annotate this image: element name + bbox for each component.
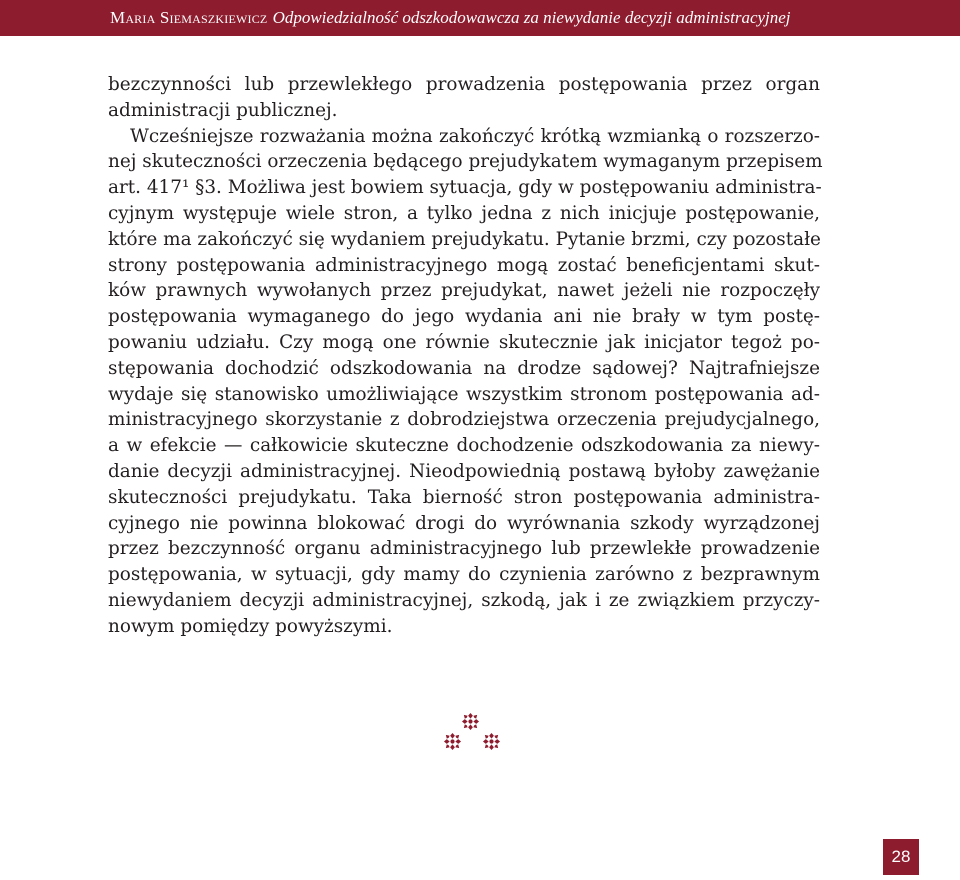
text-line: administracji publicznej. [108, 99, 338, 121]
page-number: 28 [883, 839, 919, 875]
text-line: Wcześniejsze rozważania można zakończyć krótką wzmianką o rozszerzo- [130, 125, 820, 147]
text-line: niewydaniem decyzji administracyjnej, szkodą, jak i ze związkiem przyczy- [108, 589, 820, 611]
text-line: ministracyjnego skorzystanie z dobrodziejstwa orzeczenia prejudycjalnego, [108, 409, 820, 431]
text-line: skuteczności prejudykatu. Taka bierność stron postępowania administra- [108, 486, 820, 508]
text-line: powaniu udziału. Czy mogą one równie skutecznie jak inicjator tegoż po- [108, 331, 820, 353]
text-line: bezczynności lub przewlekłego prowadzenia postępowania przez organ [108, 74, 820, 95]
text-line: nowym pomiędzy powyższymi. [108, 615, 393, 637]
text-line: postępowania, w sytuacji, gdy mamy do czynienia zarówno z bezprawnym [108, 564, 820, 586]
text-line: postępowania wymaganego do jego wydania ani nie brały w tym postę- [108, 306, 820, 328]
text-line: cyjnego nie powinna blokować drogi do wyrównania szkody wyrządzonej [108, 512, 820, 534]
text-line: przez bezczynność organu administracyjnego lub przewlekłe prowadzenie [108, 538, 820, 560]
body-text [108, 72, 823, 640]
text-line: wydaje się stanowisko umożliwiające wszystkim stronom postępowania ad- [108, 383, 820, 405]
text-line: które ma zakończyć się wydaniem prejudykatu. Pytanie brzmi, czy pozostałe [108, 228, 821, 250]
text-line: danie decyzji administracyjnej. Nieodpowiednią postawą byłoby zawężanie [108, 460, 820, 482]
text-line: strony postępowania administracyjnego mogą zostać beneficjentami skut- [108, 254, 820, 276]
text-line: art. 417¹ §3. Możliwa jest bowiem sytuacja, gdy w postępowaniu administra- [108, 177, 822, 199]
text-line: cyjnym występuje wiele stron, a tylko jedna z nich inicjuje postępowanie, [108, 202, 820, 224]
text-line: ków prawnych wywołanych przez prejudykat, nawet jeżeli nie rozpoczęły [108, 280, 820, 302]
header-author: Maria Siemaszkiewicz [110, 8, 268, 27]
section-end-ornament [438, 712, 506, 756]
fleuron-icon [461, 712, 480, 731]
fleuron-icon [482, 732, 501, 751]
fleuron-icon [443, 732, 462, 751]
header-title: Odpowiedzialność odszkodowawcza za niewydanie decyzji administracyjnej [272, 8, 791, 27]
text-line: a w efekcie — całkowicie skuteczne dochodzenie odszkodowania za niewy- [108, 435, 820, 457]
text-line: nej skuteczności orzeczenia będącego prejudykatem wymaganym przepisem [108, 151, 823, 173]
running-header [0, 0, 960, 36]
text-line: stępowania dochodzić odszkodowania na drodze sądowej? Najtrafniejsze [108, 357, 820, 379]
